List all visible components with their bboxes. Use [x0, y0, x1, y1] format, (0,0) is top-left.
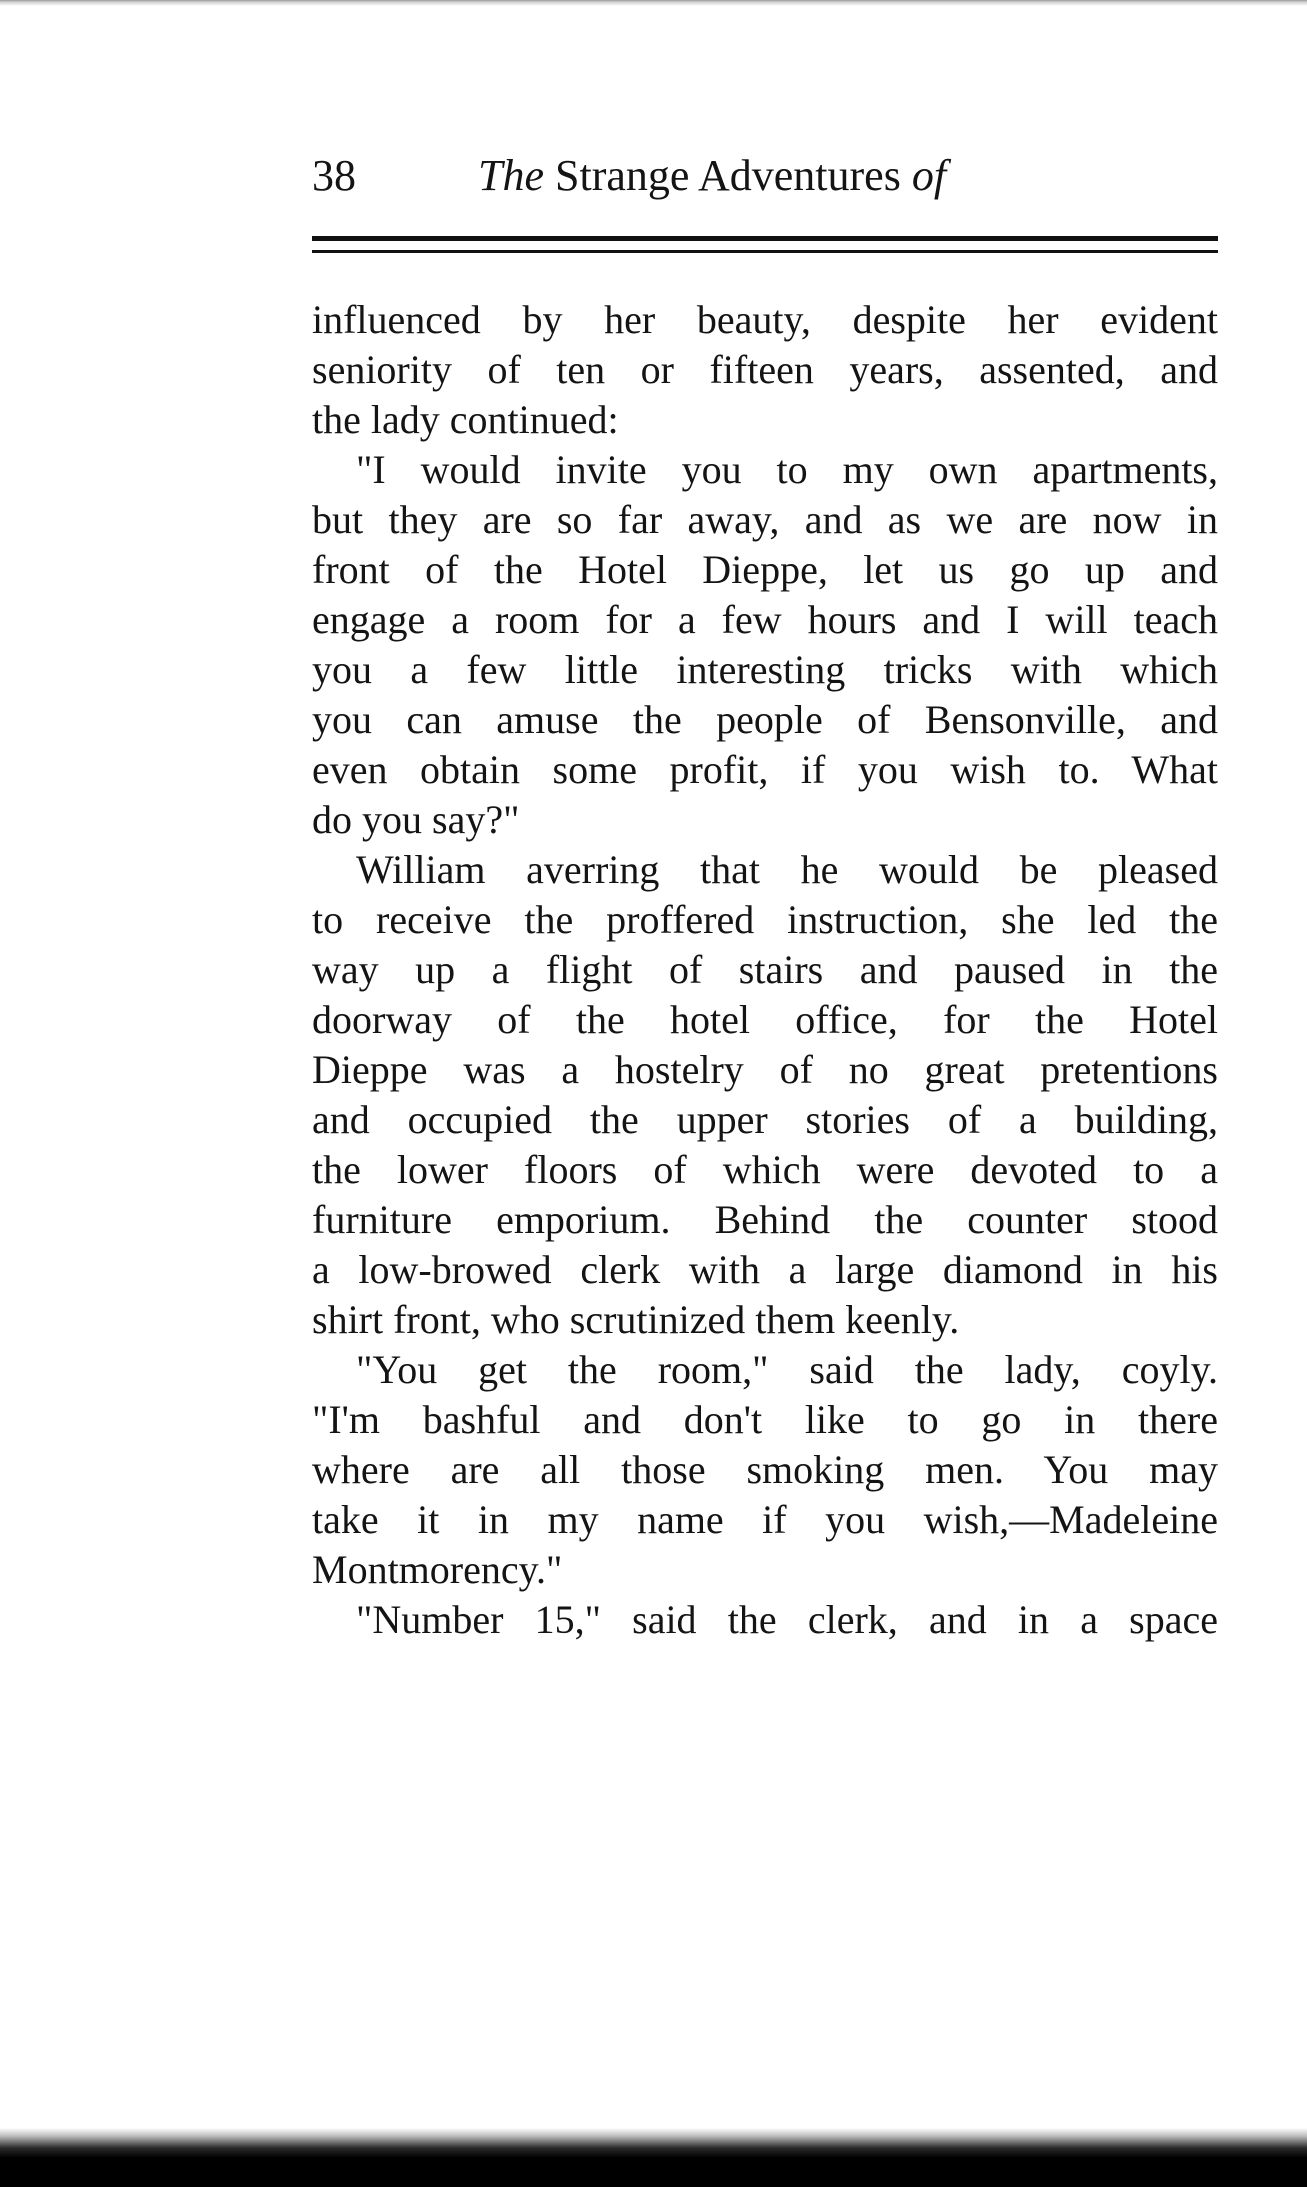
text-line: to receive the proffered instruction, she led the: [312, 897, 1218, 942]
running-header: [312, 146, 1218, 206]
scan-bottom-edge: [0, 2128, 1307, 2187]
text-line: Dieppe was a hostelry of no great pretentions: [312, 1047, 1218, 1092]
text-line: engage a room for a few hours and I will teach: [312, 597, 1218, 642]
running-title-main: Strange Adventures: [555, 151, 901, 200]
text-line: even obtain some profit, if you wish to. What: [312, 747, 1218, 792]
header-rule-thin: [312, 250, 1218, 253]
text-line: furniture emporium. Behind the counter stood: [312, 1197, 1218, 1242]
page-number: 38: [312, 151, 356, 200]
text-line: doorway of the hotel office, for the Hotel: [312, 997, 1218, 1042]
text-line: shirt front, who scrutinized them keenly.: [312, 1297, 960, 1342]
scan-top-edge: [0, 0, 1307, 6]
text-line: seniority of ten or fifteen years, assented, and: [312, 347, 1218, 392]
text-line: the lady continued:: [312, 397, 619, 442]
text-line: a low-browed clerk with a large diamond in his: [312, 1247, 1218, 1292]
running-title: [478, 146, 946, 206]
running-title-the: The: [478, 151, 544, 200]
text-line: where are all those smoking men. You may: [312, 1447, 1218, 1492]
text-line: "I would invite you to my own apartments,: [356, 447, 1218, 492]
header-rule-thick: [312, 236, 1218, 241]
body-text: [312, 295, 1218, 1645]
text-line: Montmorency.": [312, 1547, 563, 1592]
text-line: way up a flight of stairs and paused in the: [312, 947, 1218, 992]
text-line: you a few little interesting tricks with which: [312, 647, 1218, 692]
text-line: and occupied the upper stories of a building,: [312, 1097, 1218, 1142]
text-line: the lower floors of which were devoted to a: [312, 1147, 1218, 1192]
text-line: take it in my name if you wish,—Madeleine: [312, 1497, 1218, 1542]
text-line: "You get the room," said the lady, coyly.: [356, 1347, 1218, 1392]
text-line: "I'm bashful and don't like to go in there: [312, 1397, 1218, 1442]
text-line: influenced by her beauty, despite her evident: [312, 297, 1218, 342]
text-line: "Number 15," said the clerk, and in a space: [356, 1597, 1218, 1642]
text-line: William averring that he would be pleased: [356, 847, 1218, 892]
text-line: do you say?": [312, 797, 520, 842]
text-line: but they are so far away, and as we are now in: [312, 497, 1218, 542]
running-title-of: of: [911, 151, 947, 200]
text-line: front of the Hotel Dieppe, let us go up and: [312, 547, 1218, 592]
text-line: you can amuse the people of Bensonville, and: [312, 697, 1218, 742]
